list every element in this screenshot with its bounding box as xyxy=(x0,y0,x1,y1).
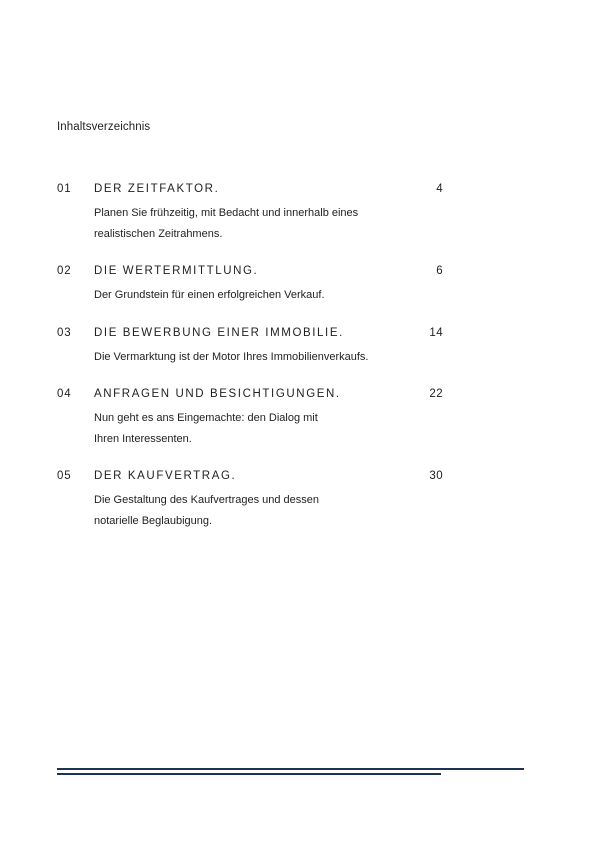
toc-entry-number: 05 xyxy=(57,470,72,482)
toc-entry-number: 04 xyxy=(57,388,72,400)
toc-entry-description xyxy=(94,203,443,245)
toc-entry-description xyxy=(94,285,443,306)
toc-entry-title: ANFRAGEN UND BESICHTIGUNGEN. xyxy=(94,388,341,400)
toc-entry-page-number: 14 xyxy=(429,327,443,339)
toc-entry-header xyxy=(57,265,443,281)
toc-description-line: notarielle Beglaubigung. xyxy=(94,515,213,527)
toc-entry-02 xyxy=(57,265,443,306)
toc-entry-title: DER KAUFVERTRAG. xyxy=(94,470,237,482)
toc-entry-page-number: 6 xyxy=(436,265,443,277)
toc-entry-page-number: 30 xyxy=(429,470,443,482)
toc-entry-title: DIE BEWERBUNG EINER IMMOBILIE. xyxy=(94,327,344,339)
toc-description-line: Planen Sie frühzeitig, mit Bedacht und innerhalb eines xyxy=(94,207,359,219)
toc-entry-header xyxy=(57,183,443,199)
toc-entry-04 xyxy=(57,388,443,450)
toc-entry-03 xyxy=(57,327,443,368)
toc-entry-page-number: 4 xyxy=(436,183,443,195)
toc-entry-number: 03 xyxy=(57,327,72,339)
toc-entry-01 xyxy=(57,183,443,245)
toc-description-line: Die Gestaltung des Kaufvertrages und dessen xyxy=(94,494,320,506)
toc-entry-description xyxy=(94,490,443,532)
toc-entry-05 xyxy=(57,470,443,532)
toc-entry-title: DIE WERTERMITTLUNG. xyxy=(94,265,259,277)
toc-entry-number: 02 xyxy=(57,265,72,277)
toc-entry-header xyxy=(57,388,443,404)
toc-description-line: Ihren Interessenten. xyxy=(94,433,192,445)
toc-description-line: Der Grundstein für einen erfolgreichen Verkauf. xyxy=(94,289,325,301)
toc-entry-title: DER ZEITFAKTOR. xyxy=(94,183,220,195)
toc-description-line: realistischen Zeitrahmens. xyxy=(94,228,223,240)
toc-description-line: Nun geht es ans Eingemachte: den Dialog mit xyxy=(94,412,318,424)
toc-entry-description xyxy=(94,347,443,368)
toc-entry-header xyxy=(57,470,443,486)
toc-entry-number: 01 xyxy=(57,183,72,195)
toc-entry-header xyxy=(57,327,443,343)
footer-rule-top xyxy=(57,768,524,770)
page-title: Inhaltsverzeichnis xyxy=(57,121,151,133)
toc-description-line: Die Vermarktung ist der Motor Ihres Immobilienverkaufs. xyxy=(94,351,369,363)
toc-entry-description xyxy=(94,408,443,450)
footer-rule-bottom xyxy=(57,773,441,775)
toc-entry-page-number: 22 xyxy=(429,388,443,400)
